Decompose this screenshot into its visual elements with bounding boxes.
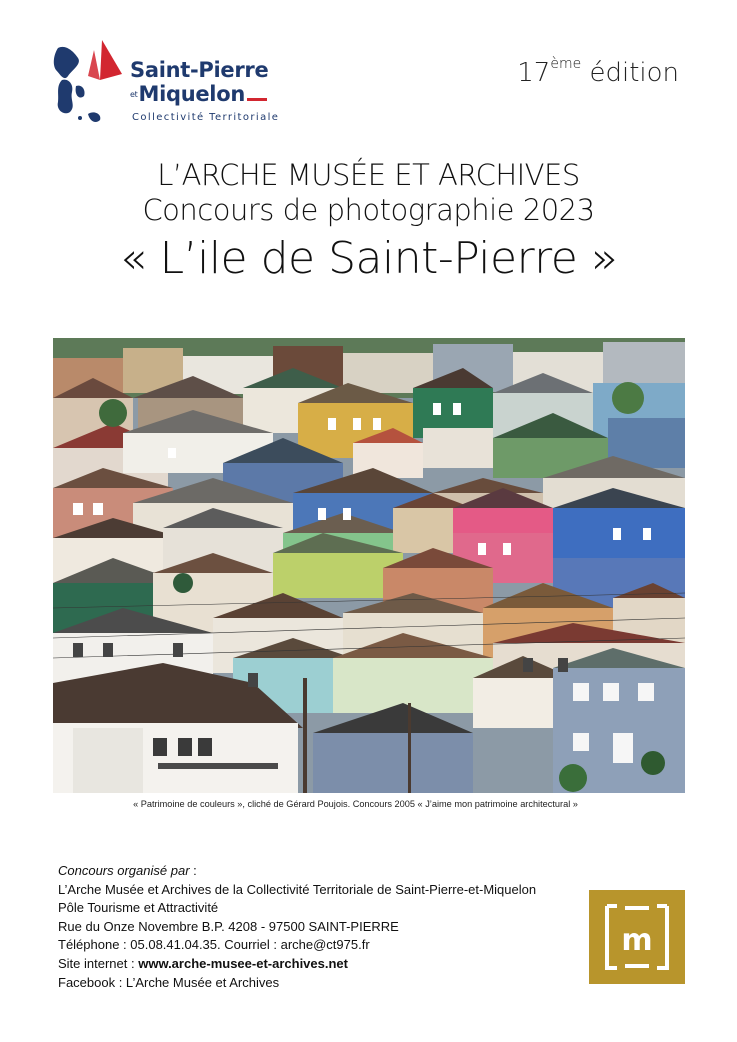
title-organisation: L’ARCHE MUSÉE ET ARCHIVES <box>157 158 580 192</box>
logo-line1: Saint-Pierre <box>130 58 269 82</box>
contact-site-label: Site internet : <box>58 955 139 971</box>
logo-et: et <box>130 90 138 99</box>
edition-suffix: ème <box>550 56 582 72</box>
contact-site-link[interactable]: www.arche-musee-et-archives.net <box>138 955 348 971</box>
islands-sail-icon <box>50 36 128 128</box>
contact-address: Rue du Onze Novembre B.P. 4208 - 97500 SAINT-PIERRE <box>58 918 399 934</box>
contact-lead <box>58 862 536 881</box>
title-theme: « L’ile de Saint-Pierre » <box>119 233 618 284</box>
contact-lead-label: Concours organisé par <box>58 863 190 878</box>
edition-label <box>517 58 679 88</box>
contact-block <box>58 862 536 992</box>
houses-illustration <box>53 338 685 793</box>
contact-org: L’Arche Musée et Archives de la Collectivité Territoriale de Saint-Pierre-et-Miquelon <box>58 881 537 897</box>
logo-wordmark <box>130 58 268 107</box>
title-contest: Concours de photographie 2023 <box>142 193 595 227</box>
title-block <box>0 158 737 290</box>
logo-red-bar <box>247 98 267 101</box>
contact-facebook: Facebook : L’Arche Musée et Archives <box>58 974 280 990</box>
edition-number: 17 <box>517 58 551 88</box>
houses-photo <box>53 338 685 793</box>
contact-phone: Téléphone : 05.08.41.04.35. Courriel : arche@ct975.fr <box>58 937 370 953</box>
logo-line2: Miquelon <box>138 82 245 106</box>
m-logo-letter: m <box>621 923 653 958</box>
contact-lead-suffix: : <box>189 863 197 878</box>
bracket-m-icon <box>589 890 685 984</box>
edition-word: édition <box>589 58 679 88</box>
collectivite-logo <box>50 36 310 131</box>
arche-museum-logo <box>589 890 685 984</box>
logo-subtitle: Collectivité Territoriale <box>132 112 280 123</box>
contact-pole: Pôle Tourisme et Attractivité <box>58 900 219 916</box>
contact-site <box>58 955 536 974</box>
photo-caption: « Patrimoine de couleurs », cliché de Gérard Poujois. Concours 2005 « J’aime mon patrimoine architectural » <box>133 799 578 809</box>
